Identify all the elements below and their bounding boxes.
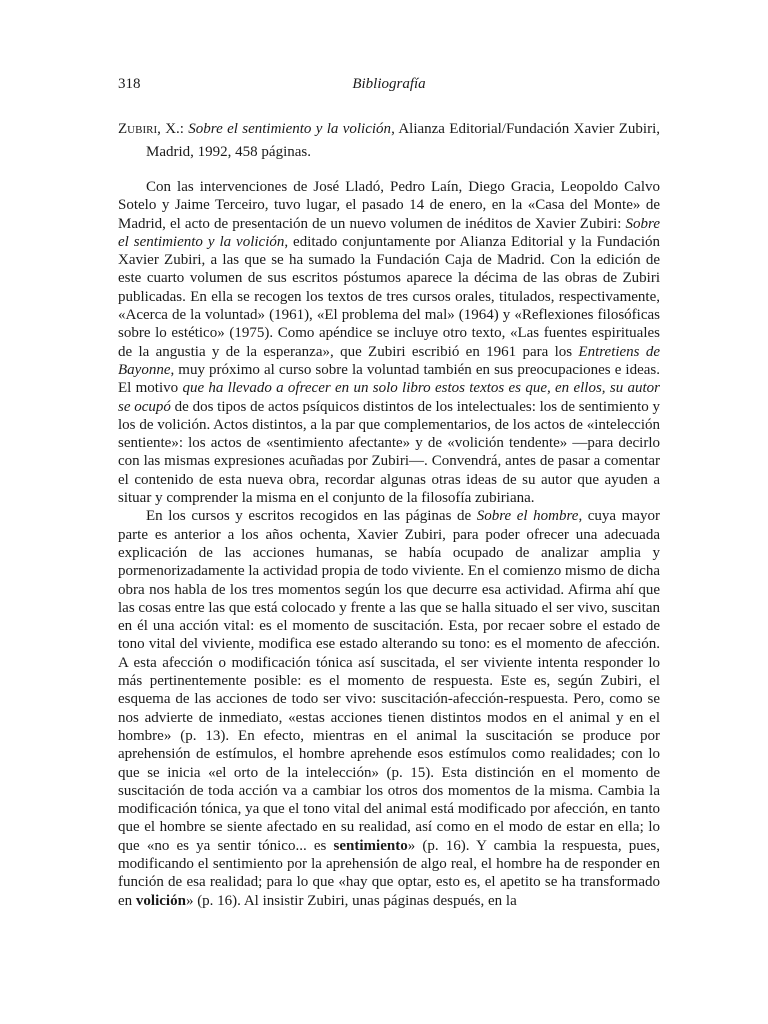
text-run: de dos tipos de actos psíquicos distintos de los intelectuales: los de sentimiento y los de volición. Actos distintos, a la par que complementarios, de los actos de «intelección sentiente»: los actos de «sentimiento afectante» y de «volición tendente» —para decirlo con las mismas expresiones acuñadas por Zubiri—. Convendrá, antes de pasar a comentar el contenido de esta nueva obra, recordar algunas otras ideas de su autor que ayuden a situar y comprender la misma en el conjunto de la filosofía zubiriana. [118,398,661,507]
italic-text: Sobre el sentimiento y la volición [118,215,660,250]
reference-publisher: , Alianza Editorial/Fundación Xavier Zubiri, Madrid, 1992, 458 páginas. [146,121,661,160]
bold-text: sentimiento [333,837,408,854]
reference-title: Sobre el sentimiento y la volición [188,121,392,137]
reference-author-initial: , X.: [157,121,189,137]
italic-text: Entretiens de Bayonne [118,343,660,378]
page-number: 318 [118,76,141,92]
text-run: , muy próximo al curso sobre la voluntad también en sus preocupaciones e ideas. El motivo [118,361,660,397]
page-header [118,76,660,98]
bibliographic-reference [118,118,660,164]
text-run: » (p. 16). Y cambia la respuesta, pues, modificando el sentimiento por la aprehensión de algo real, el hombre ha de responder en función de esa realidad; para lo que «hay que optar, esto es, el apetito se ha transformado en [118,837,660,909]
italic-text: que ha llevado a ofrecer en un solo libro estos textos es que, en ellos, su autor se ocupó [118,380,660,415]
paragraph [118,507,660,910]
text-run: , cuya mayor parte es anterior a los años ochenta, Xavier Zubiri, para poder ofrecer una adecuada explicación de las acciones humanas, se había ocupado de analizar amplia y pormenorizadamente la actividad propia de todo viviente. En el comienzo mismo de dicha obra nos habla de los tres momentos según los que decurre esa actividad. Afirma ahí que las cosas entre las que está colocado y frente a las que se halla situado el ser vivo, suscitan en él una acción vital: es el momento de suscitación. Esta, por recaer sobre el estado de tono vital del viviente, modifica ese estado alterando su tono: es el momento de afección. A esta afección o modificación tónica así suscitada, el ser viviente intenta responder lo más pertinentemente posible: es el momento de respuesta. Este es, según Zubiri, el esquema de las acciones de todo ser vivo: suscitación-afección-respuesta. Pero, como se nos advierte de inmediato, «estas acciones tienen distintos modos en el animal y en el hombre» (p. 13). En efecto, mientras en el animal la suscitación se produce por aprehensión de estímulos, el hombre aprehende esos estímulos como realidades; con lo que se inicia «el orto de la intelección» (p. 15). Esta distinción en el momento de suscitación de toda acción va a cambiar los otros dos momentos de la misma. Cambia la modificación tónica, ya que el tono vital del animal está modificado por afección, en tanto que el hombre se siente afectado en su realidad, así como en el modo de estar en ella; lo que «no es ya sentir tónico... es [118,508,660,854]
text-run: » (p. 16). Al insistir Zubiri, unas páginas después, en la [185,892,517,909]
text-run: , editado conjuntamente por Alianza Editorial y la Fundación Xavier Zubiri, a las que se ha sumado la Fundación Caja de Madrid. Con la edición de este cuarto volumen de sus escritos póstumos aparece la décima de las obras de Zubiri publicadas. En ella se recogen los textos de tres cursos orales, titulados, respectivamente, «Acerca de la voluntad» (1961), «El problema del mal» (1964) y «Reflexiones filosóficas sobre lo estético» (1975). Como apéndice se incluye otro texto, «Las fuentes espirituales de la angustia y de la esperanza», que Zubiri escribió en 1961 para los [118,233,660,360]
text-run: Con las intervenciones de José Lladó, Pedro Laín, Diego Gracia, Leopoldo Calvo Sotelo y Jaime Terceiro, tuvo lugar, el pasado 14 de enero, en la «Casa del Monte» de Madrid, el acto de presentación de un nuevo volumen de inéditos de Xavier Zubiri: [118,179,660,232]
bold-text: volición [135,892,186,909]
text-run: En los cursos y escritos recogidos en las páginas de [146,508,477,525]
running-head: Bibliografía [352,76,426,92]
reference-author: Zubiri [118,121,158,137]
italic-text: Sobre el hombre [476,508,579,525]
paragraph [118,178,660,507]
review-body [118,178,660,910]
